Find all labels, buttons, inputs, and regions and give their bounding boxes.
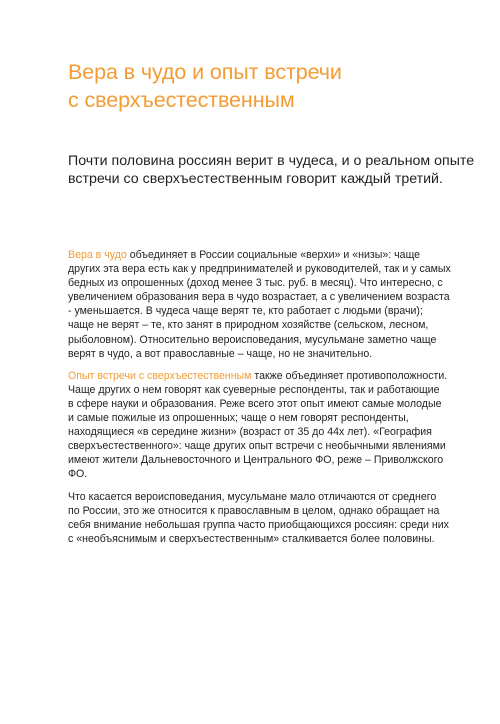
- body-text: [68, 248, 488, 554]
- text-line: увеличением образования вера в чудо возрастает, а с увеличением возраста: [68, 291, 450, 304]
- text-line: других эта вера есть как у предпринимателей и руководителей, так и у самых: [68, 263, 451, 276]
- text-line: Чаще других о нем говорят как суеверные респонденты, так и работающие: [68, 383, 440, 396]
- paragraph-supernatural-experience: [68, 369, 488, 482]
- text-line: рыболовном). Относительно вероисповедания, мусульмане заметно чаще: [68, 333, 437, 346]
- text-line: Что касается вероисповедания, мусульмане мало отличаются от среднего: [68, 490, 437, 503]
- text-line: также объединяет противоположности.: [251, 369, 448, 382]
- text-line: верят в чудо, а вот православные – чаще, но не значительно.: [68, 347, 373, 360]
- text-line: сверхъестественного»: чаще других опыт встречи с необычными явлениями: [68, 440, 446, 453]
- text-line: имеют жители Дальневосточного и Центрального ФО, реже – Приволжского: [68, 454, 444, 467]
- lead-paragraph: [68, 152, 478, 188]
- text-line: бедных из опрошенных (доход менее 3 тыс. руб. в месяц). Что интересно, с: [68, 277, 443, 290]
- highlighted-term: Опыт встречи с сверхъестественным: [68, 369, 252, 382]
- text-line: ФО.: [68, 468, 88, 481]
- paragraph-faith-in-miracles: [68, 248, 488, 361]
- text-line: с «необъяснимым и сверхъестественным» сталкивается более половины.: [68, 532, 435, 545]
- title-line-2: с сверхъестественным: [68, 88, 295, 112]
- lead-line-1: Почти половина россиян верит в чудеса, и о реальном опыте: [68, 153, 475, 169]
- text-line: находящиеся «в середине жизни» (возраст от 35 до 44х лет). «География: [68, 426, 432, 439]
- text-line: чаще не верят – те, кто занят в природном хозяйстве (сельском, лесном,: [68, 319, 429, 332]
- text-line: себя внимание небольшая группа часто приобщающихся россиян: среди них: [68, 518, 449, 531]
- paragraph-religion: [68, 490, 488, 546]
- title-line-1: Вера в чудо и опыт встречи: [68, 60, 342, 84]
- lead-line-2: встречи со сверхъестественным говорит каждый третий.: [68, 171, 443, 187]
- text-line: и самые пожилые из опрошенных; чаще о нем говорят респонденты,: [68, 412, 409, 425]
- text-line: - уменьшается. В чудеса чаще верят те, кто работает с людьми (врачи);: [68, 305, 423, 318]
- page-title: [68, 58, 468, 114]
- highlighted-term: Вера в чудо: [68, 249, 127, 261]
- text-line: в сфере науки и образования. Реже всего этот опыт имеют самые молодые: [68, 397, 442, 410]
- text-line: по России, это же относится к православным в целом, однако обращает на: [68, 504, 440, 517]
- text-line: объединяет в России социальные «верхи» и «низы»: чаще: [126, 249, 421, 261]
